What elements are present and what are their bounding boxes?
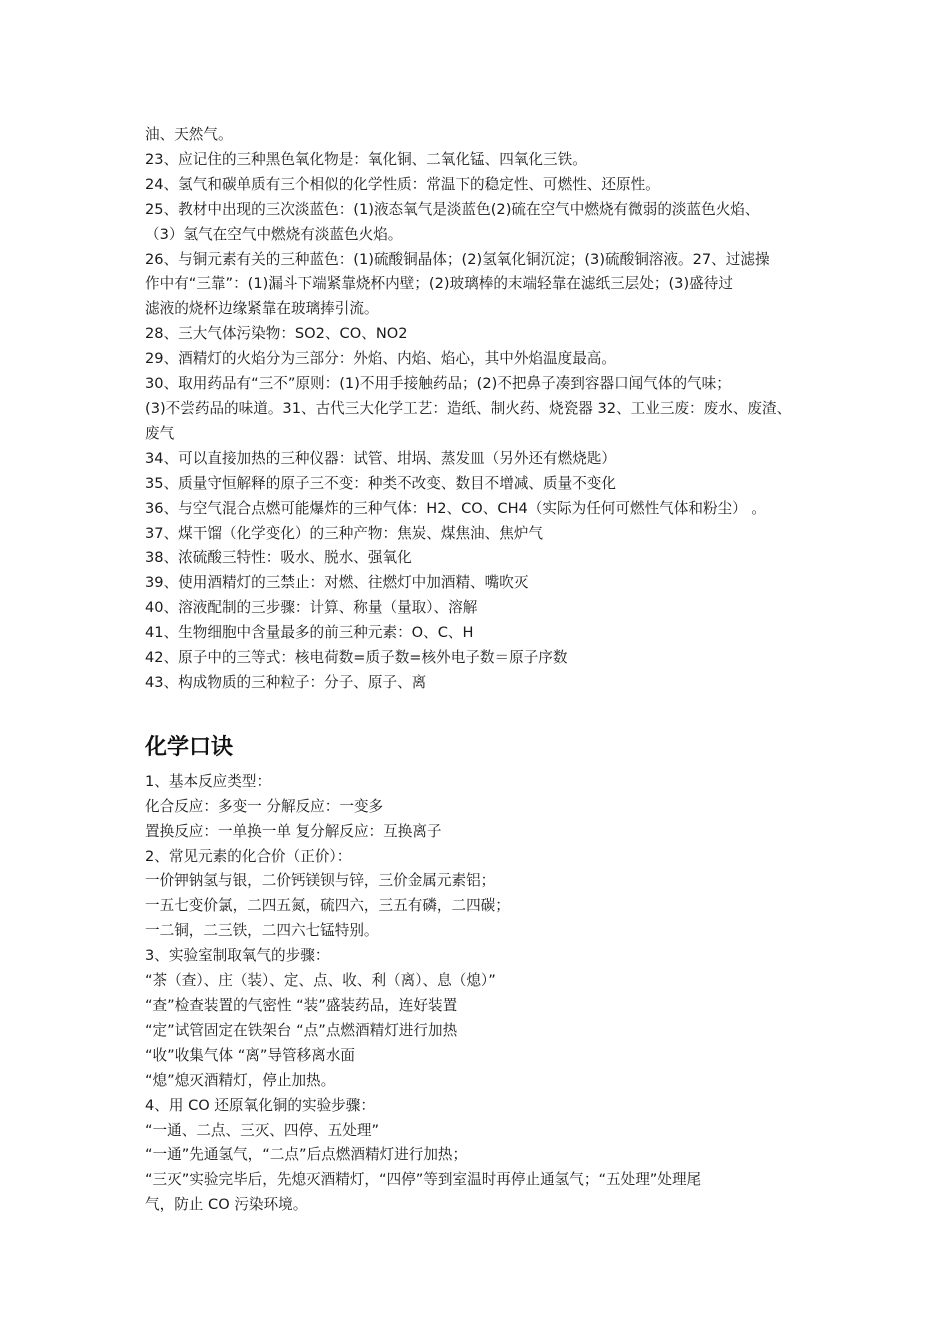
- text-line: 一五七变价氯，二四五氮，硫四六，三五有磷，二四碳；: [145, 897, 510, 915]
- text-line: “查”检查装置的气密性 “装”盛装药品，连好装置: [145, 997, 458, 1014]
- text-line: 37、煤干馏（化学变化）的三种产物：焦炭、煤焦油、焦炉气: [145, 524, 544, 542]
- text-line: “收”收集气体 “离”导管移离水面: [145, 1046, 356, 1064]
- text-line: “茶（查）、庄（装）、定、点、收、利（离）、息（熄）”: [145, 972, 496, 990]
- text-line: 43、构成物质的三种粒子：分子、原子、离: [145, 673, 427, 691]
- text-line: 废气: [145, 424, 175, 442]
- text-line: 38、浓硫酸三特性：吸水、脱水、强氧化: [145, 549, 412, 567]
- text-line: “熄”熄灭酒精灯，停止加热。: [145, 1071, 336, 1089]
- text-line: 23、应记住的三种黑色氧化物是：氧化铜、二氧化锰、四氧化三铁。: [145, 150, 587, 168]
- text-line: 34、可以直接加热的三种仪器：试管、坩埚、蒸发皿（另外还有燃烧匙）: [145, 449, 616, 467]
- text-line: 35、质量守恒解释的原子三不变：种类不改变、数目不增减、质量不变化: [145, 474, 616, 492]
- text-line: 滤液的烧杯边缘紧靠在玻璃捧引流。: [145, 300, 379, 318]
- text-line: 29、酒精灯的火焰分为三部分：外焰、内焰、焰心，其中外焰温度最高。: [145, 350, 616, 368]
- text-line: 1、基本反应类型：: [145, 772, 272, 790]
- text-line: 41、生物细胞中含量最多的前三种元素：O、C、H: [145, 624, 474, 642]
- text-line: 置换反应：一单换一单 复分解反应：互换离子: [145, 822, 442, 840]
- text-line: 36、与空气混合点燃可能爆炸的三种气体：H2、CO、CH4（实际为任何可燃性气体和粉尘） 。: [145, 499, 766, 517]
- text-line: 30、取用药品有“三不”原则：(1)不用手接触药品；(2)不把鼻子凑到容器口闻气体的气味；: [145, 375, 731, 393]
- text-line: 26、与铜元素有关的三种蓝色：(1)硫酸铜晶体；(2)氢氧化铜沉淀；(3)硫酸铜溶液。27、过滤操: [145, 250, 770, 268]
- text-line: “三灭”实验完毕后，先熄灭酒精灯，“四停”等到室温时再停止通氢气；“五处理”处理尾: [145, 1171, 702, 1189]
- text-line: 40、溶液配制的三步骤：计算、称量（量取）、溶解: [145, 599, 478, 617]
- text-line: 2、常见元素的化合价（正价）：: [145, 847, 352, 865]
- text-line: 4、用 CO 还原氧化铜的实验步骤：: [145, 1096, 375, 1114]
- section-heading: 化学口诀: [145, 734, 234, 760]
- text-line: 24、氢气和碳单质有三个相似的化学性质：常温下的稳定性、可燃性、还原性。: [145, 175, 660, 193]
- text-line: 25、教材中出现的三次淡蓝色：(1)液态氧气是淡蓝色(2)硫在空气中燃烧有微弱的淡蓝色火焰、: [145, 200, 760, 218]
- text-line: 一价钾钠氢与银，二价钙镁钡与锌，三价金属元素铝；: [145, 872, 496, 890]
- text-line: 3、实验室制取氧气的步骤：: [145, 947, 330, 965]
- text-line: (3)不尝药品的味道。31、古代三大化学工艺：造纸、制火药、烧瓷器 32、工业三废：废水、废渣、: [145, 399, 792, 417]
- text-line: 39、使用酒精灯的三禁止：对燃、往燃灯中加酒精、嘴吹灭: [145, 574, 529, 592]
- text-line: 油、天然气。: [145, 126, 233, 143]
- text-line: 一二铜，二三铁，二四六七锰特别。: [145, 922, 379, 940]
- document-body: [145, 123, 810, 1218]
- text-line: 42、原子中的三等式：核电荷数=质子数=核外电子数＝原子序数: [145, 649, 568, 667]
- text-line: 气，防止 CO 污染环境。: [145, 1196, 308, 1214]
- text-line: “一通”先通氢气，“二点”后点燃酒精灯进行加热；: [145, 1146, 468, 1164]
- section-memory-list: [145, 123, 810, 696]
- text-line: 28、三大气体污染物：SO2、CO、NO2: [145, 325, 408, 343]
- text-line: “定”试管固定在铁架台 “点”点燃酒精灯进行加热: [145, 1021, 458, 1039]
- section-mnemonics: [145, 770, 810, 1218]
- text-line: “一通、二点、三灭、四停、五处理”: [145, 1121, 380, 1139]
- text-line: （3）氢气在空气中燃烧有淡蓝色火焰。: [145, 225, 403, 243]
- text-line: 化合反应：多变一 分解反应：一变多: [145, 797, 384, 815]
- text-line: 作中有“三靠”：(1)漏斗下端紧靠烧杯内壁；(2)玻璃棒的末端轻靠在滤纸三层处；(3)盛待过: [145, 275, 733, 293]
